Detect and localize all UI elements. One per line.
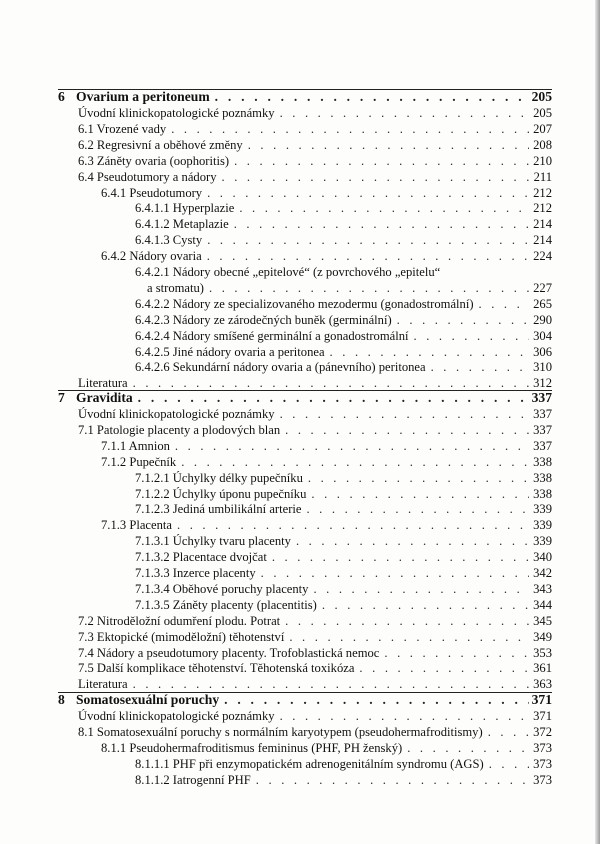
dot-leader xyxy=(248,137,529,153)
page-number: 337 xyxy=(531,390,552,405)
page-number: 363 xyxy=(533,677,552,692)
dot-leader xyxy=(489,756,529,772)
entry-title: 7.1.3 Placenta xyxy=(101,518,172,533)
toc-entry xyxy=(78,121,552,137)
chapter-number: 6 xyxy=(58,89,65,104)
entry-title: 6.4.2.2 Nádory ze specializovaného mezodermu (gonadostromální) xyxy=(135,296,474,311)
chapter-heading xyxy=(58,692,552,708)
entry-title: 6.4.2.4 Nádory smíšené germinální a gonadostromální xyxy=(135,328,409,343)
dot-leader xyxy=(234,153,529,169)
page-number: 344 xyxy=(533,597,552,612)
entry-title: 7.1.2.2 Úchylky úponu pupečníku xyxy=(135,486,307,501)
dot-leader xyxy=(280,406,529,422)
page-number: 361 xyxy=(533,661,552,676)
entry-title: 6.4.1.1 Hyperplazie xyxy=(135,201,235,216)
toc-entry xyxy=(78,169,552,185)
toc-entry xyxy=(135,328,552,344)
dot-leader xyxy=(397,312,529,328)
toc-entry xyxy=(78,645,552,661)
page-number: 224 xyxy=(533,249,552,264)
page-number: 371 xyxy=(531,692,552,707)
toc-entry xyxy=(101,248,552,264)
entry-title: 6.4.2.3 Nádory ze zárodečných buněk (germinální) xyxy=(135,312,392,327)
entry-title: Literatura xyxy=(78,677,128,692)
toc-entry xyxy=(78,406,552,422)
toc-entry xyxy=(78,660,552,676)
page-number: 337 xyxy=(533,407,552,421)
toc-entry xyxy=(78,613,552,629)
entry-title: 6.2 Regresivní a oběhové změny xyxy=(78,137,243,152)
toc-entry xyxy=(78,153,552,169)
toc-entry xyxy=(101,438,552,454)
entry-title: Úvodní klinickopatologické poznámky xyxy=(78,407,275,421)
entry-title: Úvodní klinickopatologické poznámky xyxy=(78,709,275,723)
dot-leader xyxy=(209,280,529,296)
toc-entry xyxy=(135,486,552,502)
toc-entry xyxy=(78,676,552,692)
dot-leader xyxy=(234,216,529,232)
dot-leader xyxy=(133,676,529,692)
page-number: 205 xyxy=(531,89,552,104)
dot-leader xyxy=(224,692,528,708)
toc-entry xyxy=(135,344,552,360)
dot-leader xyxy=(215,89,529,105)
page-number: 339 xyxy=(533,534,552,549)
entry-title: 8.1.1 Pseudohermafroditismus femininus (PHF, PH ženský) xyxy=(101,740,403,755)
entry-title: 6.4.2.5 Jiné nádory ovaria a peritonea xyxy=(135,344,325,359)
dot-leader xyxy=(407,740,529,756)
dot-leader xyxy=(256,772,529,788)
toc-entry xyxy=(78,629,552,645)
dot-leader xyxy=(306,501,529,517)
toc-entry xyxy=(135,216,552,232)
toc-entry xyxy=(135,470,552,486)
page-number: 349 xyxy=(533,629,552,644)
toc-entry xyxy=(135,501,552,517)
toc-entry xyxy=(135,581,552,597)
toc-entry xyxy=(101,740,552,756)
page-number: 208 xyxy=(533,137,552,152)
chapter-title: Somatosexuální poruchy xyxy=(76,692,220,707)
entry-title: 7.1.3.3 Inzerce placenty xyxy=(135,566,256,580)
dot-leader xyxy=(207,232,529,248)
page-number: 372 xyxy=(533,724,552,739)
toc-entry xyxy=(147,280,552,296)
entry-title: 7.1.3.5 Záněty placenty (placentitis) xyxy=(135,597,317,612)
entry-title: 7.1.2.1 Úchylky délky pupečníku xyxy=(135,470,303,485)
page-number: 310 xyxy=(533,360,552,375)
chapter-number: 8 xyxy=(58,692,65,707)
entry-title: 6.4.2.1 Nádory obecné „epitelové“ (z povrchového „epitelu“ xyxy=(135,265,441,279)
entry-title: 6.4 Pseudotumory a nádory xyxy=(78,169,217,184)
dot-leader xyxy=(488,724,529,740)
toc-entry xyxy=(135,565,552,581)
toc-entry xyxy=(78,422,552,438)
dot-leader xyxy=(414,328,529,344)
entry-title: 7.1.3.4 Oběhové poruchy placenty xyxy=(135,581,309,596)
entry-title: 8.1.1.2 Iatrogenní PHF xyxy=(135,772,251,787)
toc-entry xyxy=(78,708,552,724)
dot-leader xyxy=(133,375,529,391)
page-number: 205 xyxy=(533,106,552,120)
entry-title: 6.4.1.2 Metaplazie xyxy=(135,217,229,232)
toc-entry xyxy=(78,137,552,153)
toc-entry xyxy=(135,772,552,788)
page-edge-shadow xyxy=(595,0,600,844)
page-number: 339 xyxy=(533,518,552,533)
page-number: 214 xyxy=(533,217,552,232)
page-number: 337 xyxy=(533,438,552,453)
page-number: 340 xyxy=(533,550,552,565)
page-number: 343 xyxy=(533,581,552,596)
page-number: 212 xyxy=(533,185,552,200)
dot-leader xyxy=(181,454,529,470)
dot-leader xyxy=(308,470,529,486)
page-number: 312 xyxy=(533,376,552,391)
dot-leader xyxy=(479,296,529,312)
toc-entry xyxy=(78,724,552,740)
toc-entry xyxy=(78,105,552,121)
toc-entry xyxy=(101,517,552,533)
dot-leader xyxy=(285,422,529,438)
toc-entry xyxy=(135,533,552,549)
page-number: 214 xyxy=(533,233,552,248)
entry-title: 7.2 Nitroděložní odumření plodu. Potrat xyxy=(78,613,281,628)
dot-leader xyxy=(280,708,529,724)
dot-leader xyxy=(296,533,529,549)
page-number: 265 xyxy=(533,296,552,311)
dot-leader xyxy=(359,660,529,676)
entry-title: 7.5 Další komplikace těhotenství. Těhotenská toxikóza xyxy=(78,661,355,676)
page-number: 345 xyxy=(533,613,552,628)
entry-title: 7.3 Ektopické (mimoděložní) těhotenství xyxy=(78,629,285,644)
chapter-number: 7 xyxy=(58,390,65,405)
dot-leader xyxy=(239,200,529,216)
dot-leader xyxy=(285,613,529,629)
dot-leader xyxy=(171,121,529,137)
page-number: 304 xyxy=(533,328,552,343)
dot-leader xyxy=(311,486,529,502)
dot-leader xyxy=(177,517,529,533)
dot-leader xyxy=(261,565,529,581)
entry-title: 6.4.1 Pseudotumory xyxy=(101,185,203,200)
chapter-title: Gravidita xyxy=(76,390,133,405)
dot-leader xyxy=(289,629,529,645)
toc-entry xyxy=(101,454,552,470)
page-number: 290 xyxy=(533,312,552,327)
entry-title: 7.1.2.3 Jediná umbilikální arterie xyxy=(135,502,302,517)
toc-entry xyxy=(135,549,552,565)
chapter-heading xyxy=(58,89,552,105)
page-number: 338 xyxy=(533,470,552,485)
dot-leader xyxy=(431,359,529,375)
page-number: 227 xyxy=(533,280,552,295)
page-number: 338 xyxy=(533,454,552,469)
dot-leader xyxy=(322,597,529,613)
page-number: 306 xyxy=(533,344,552,359)
page-number: 337 xyxy=(533,422,552,437)
entry-title: 6.3 Záněty ovaria (oophoritis) xyxy=(78,153,230,168)
page-number: 207 xyxy=(533,121,552,136)
entry-title: 7.1.2 Pupečník xyxy=(101,454,177,469)
dot-leader xyxy=(280,105,529,121)
entry-title: 7.1.3.1 Úchylky tvaru placenty xyxy=(135,534,291,549)
chapter-title: Ovarium a peritoneum xyxy=(76,89,210,104)
page-number: 371 xyxy=(533,709,552,723)
dot-leader xyxy=(207,185,529,201)
page-number: 212 xyxy=(533,201,552,216)
page-number: 338 xyxy=(533,486,552,501)
toc-entry xyxy=(135,359,552,375)
entry-title: 7.1.1 Amnion xyxy=(101,438,170,453)
toc-entry xyxy=(135,756,552,772)
entry-title: 7.1 Patologie placenty a plodových blan xyxy=(78,422,281,437)
entry-title: 8.1.1.1 PHF při enzymopatickém adrenogenitálním syndromu (AGS) xyxy=(135,756,484,771)
chapter-heading xyxy=(58,390,552,406)
page-number: 342 xyxy=(533,566,552,580)
entry-title: 6.4.1.3 Cysty xyxy=(135,233,203,248)
dot-leader xyxy=(272,549,529,565)
toc-entry xyxy=(135,296,552,312)
page-number: 211 xyxy=(533,169,552,184)
page-number: 353 xyxy=(533,645,552,660)
dot-leader xyxy=(207,248,529,264)
toc-entry xyxy=(135,312,552,328)
dot-leader xyxy=(175,438,529,454)
page-number: 373 xyxy=(533,772,552,787)
toc-entry xyxy=(135,597,552,613)
toc-entry xyxy=(78,375,552,391)
entry-title: 6.4.2 Nádory ovaria xyxy=(101,249,202,264)
entry-title: 7.1.3.2 Placentace dvojčat xyxy=(135,550,267,565)
entry-title: Literatura xyxy=(78,376,128,391)
page-number: 339 xyxy=(533,502,552,517)
entry-title-continuation: a stromatu) xyxy=(147,280,205,295)
dot-leader xyxy=(138,390,529,406)
dot-leader xyxy=(222,169,529,185)
entry-title: 6.4.2.6 Sekundární nádory ovaria a (pánevního) peritonea xyxy=(135,360,426,375)
entry-title: Úvodní klinickopatologické poznámky xyxy=(78,106,275,120)
entry-title: 8.1 Somatosexuální poruchy s normálním karyotypem (pseudohermafroditismy) xyxy=(78,724,483,739)
toc-entry xyxy=(135,232,552,248)
entry-title: 6.1 Vrozené vady xyxy=(78,121,167,136)
entry-title: 7.4 Nádory a pseudotumory placenty. Trofoblastická nemoc xyxy=(78,645,380,660)
toc-entry xyxy=(101,185,552,201)
dot-leader xyxy=(313,581,529,597)
page-number: 210 xyxy=(533,153,552,168)
dot-leader xyxy=(330,344,529,360)
page-number: 373 xyxy=(533,740,552,755)
page-number: 373 xyxy=(533,756,552,771)
dot-leader xyxy=(384,645,529,661)
toc-entry xyxy=(135,200,552,216)
